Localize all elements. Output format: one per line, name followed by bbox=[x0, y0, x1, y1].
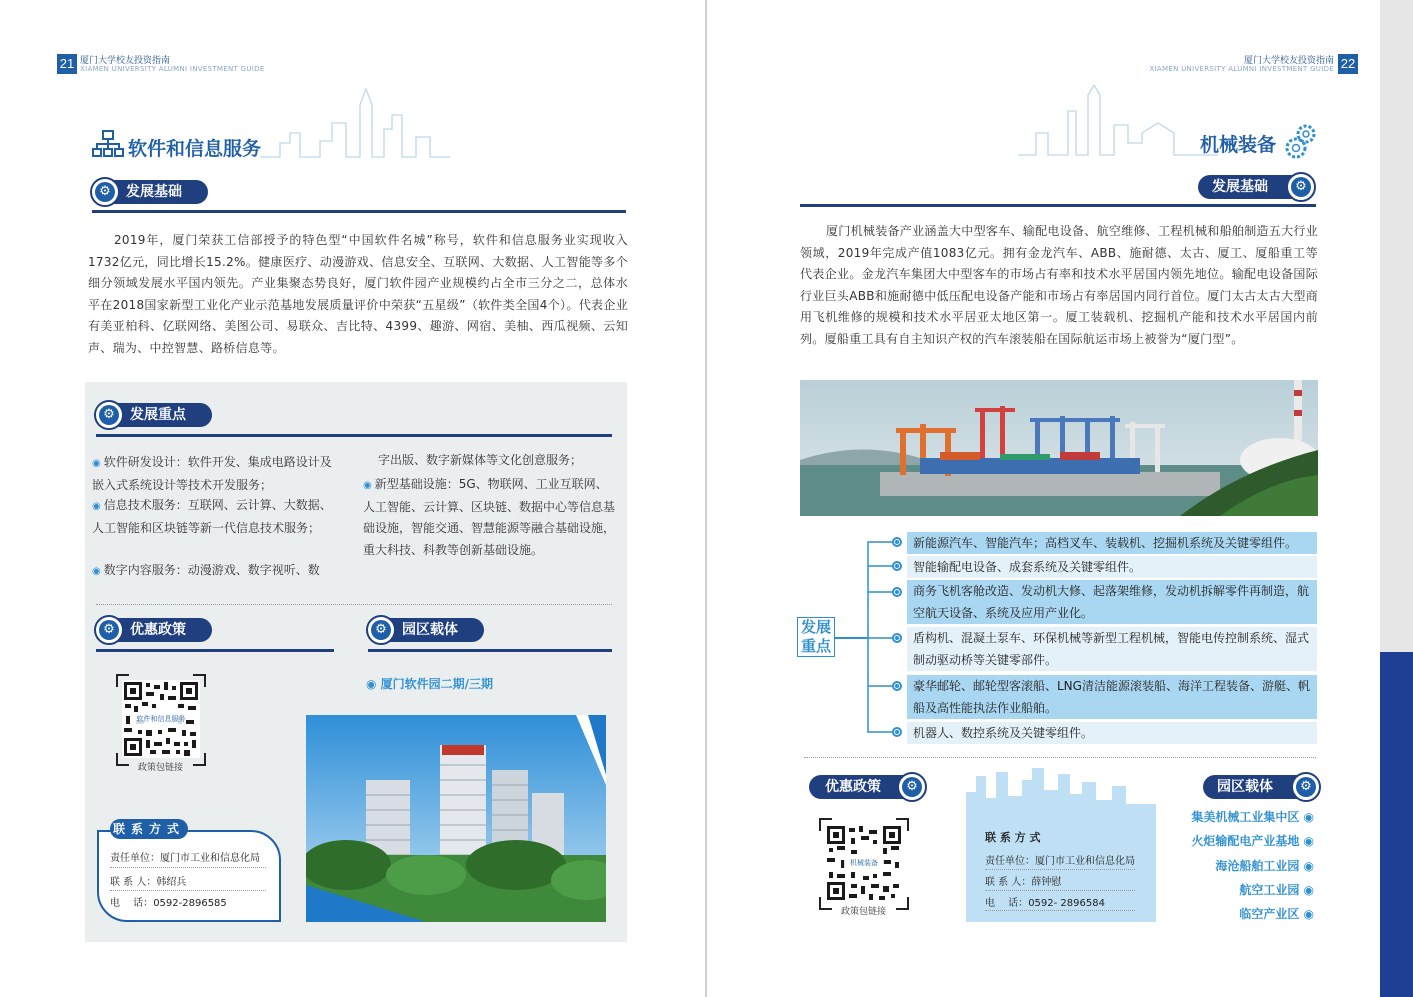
focus-item: ◉ 软件研发设计：软件开发、集成电路设计及嵌入式系统设计等技术开发服务； bbox=[92, 455, 332, 492]
park-item[interactable]: 航空工业园 ◉ bbox=[1239, 883, 1314, 897]
focus-item: ◉ 信息技术服务：互联网、云计算、大数据、人工智能和区块链等新一代信息技术服务； bbox=[92, 498, 332, 535]
foundation-text: 2019年，厦门荣获工信部授予的特色型“中国软件名城”称号，软件和信息服务业实现收入1732亿元，同比增长15.2%。健康医疗、动漫游戏、信息安全、互联网、大数据、人工智能等多个细分领域发展水平国内领先。产业集聚态势良好，厦门软件园产业规模约占全市三分之二，总体水平在2018国家新型工业化产业示范基地发展质量评价中荣获“五星级”（软件类全国4个）。代表企业有美亚柏科、亿联网络、美图公司、易联众、吉比特、4399、趣游、网宿、美柚、西瓜视频、云知声、瑞为、中控智慧、路桥信息等。 bbox=[88, 233, 628, 355]
park-item[interactable]: 火炬输配电产业基地 ◉ bbox=[1191, 834, 1314, 848]
bullet-icon: ◉ bbox=[92, 458, 101, 469]
focus-item-continued: 字出版、数字新媒体等文化创意服务； bbox=[378, 453, 583, 467]
qr-overlay-label: 软件和信息服务 bbox=[136, 715, 186, 723]
contact-title: 联系方式 bbox=[110, 819, 188, 839]
policy-heading: 优惠政策 ⚙ bbox=[809, 775, 925, 799]
focus-dot-icon bbox=[892, 681, 902, 691]
focus-item: 豪华邮轮、邮轮型客滚船、LNG清洁能源滚装船、海洋工程装备、游艇、帆船及高性能执法作业船舶。 bbox=[907, 675, 1317, 719]
park-heading: 园区载体 ⚙ bbox=[1203, 775, 1319, 799]
focus-dot-icon bbox=[892, 633, 902, 643]
focus-heading: ⚙ 发展重点 bbox=[96, 403, 212, 427]
foundation-text: 厦门机械装备产业涵盖大中型客车、输配电设备、航空维修、工程机械和船舶制造五大行业领域，2019年完成产值1083亿元。拥有金龙汽车、ABB、施耐德、太古、厦工、厦船重工等代表企业。金龙汽车集团大中型客车的市场占有率和技术水平居国内领先地位。输配电设备国际行业巨头ABB和施耐德中低压配电设备产能和市场占有率居国内同行首位。厦门太古太古大型商用飞机维修的规模和技术水平居亚太地区第一。厦工装载机、挖掘机产能和技术水平居国内前列。厦船重工具有自主知识产权的汽车滚装船在国际航运市场上被誉为“厦门型”。 bbox=[800, 224, 1319, 346]
city-skyline-fill bbox=[966, 768, 1156, 824]
bullet-icon: ◉ bbox=[366, 677, 381, 691]
contact-phone: 电 话：0592- 2896584 bbox=[985, 898, 1105, 909]
heading-rule bbox=[92, 210, 626, 213]
edge-tab-blue bbox=[1380, 652, 1413, 997]
contact-phone: 电 话：0592-2896585 bbox=[110, 898, 227, 909]
software-park-photo bbox=[306, 715, 606, 922]
focus-item: ◉ 新型基础设施：5G、物联网、工业互联网、人工智能、云计算、区块链、数据中心等信息基础设施，智能交通、智慧能源等融合基础设施，重大科技、科教等创新基础设施。 bbox=[363, 477, 616, 557]
dotted-divider bbox=[110, 867, 266, 868]
dotted-divider bbox=[985, 869, 1135, 870]
focus-dot-icon bbox=[892, 727, 902, 737]
org-chart-icon bbox=[92, 130, 124, 158]
bullet-icon: ◉ bbox=[1299, 834, 1314, 848]
header-title-en: XIAMEN UNIVERSITY ALUMNI INVESTMENT GUIDE bbox=[1149, 65, 1334, 73]
left-page bbox=[0, 0, 706, 997]
contact-person: 联 系 人：薛钟慰 bbox=[985, 877, 1062, 888]
gears-icon bbox=[1284, 122, 1320, 162]
gear-icon: ⚙ bbox=[94, 615, 124, 645]
page-number: 22 bbox=[1338, 54, 1358, 74]
edge-tab-gray bbox=[1380, 0, 1413, 652]
page-divider bbox=[705, 0, 707, 997]
focus-label: 发展重点 bbox=[797, 617, 835, 657]
bullet-icon: ◉ bbox=[92, 566, 101, 577]
heading-rule bbox=[800, 204, 1316, 207]
focus-item: ◉ 数字内容服务：动漫游戏、数字视听、数 bbox=[92, 563, 320, 577]
heading-rule bbox=[96, 649, 334, 652]
bullet-icon: ◉ bbox=[363, 480, 372, 491]
section-title: 软件和信息服务 bbox=[128, 138, 262, 160]
focus-label-connector bbox=[835, 637, 868, 639]
park-item[interactable]: 临空产业区 ◉ bbox=[1239, 907, 1314, 921]
header-title-en: XIAMEN UNIVERSITY ALUMNI INVESTMENT GUIDE bbox=[80, 65, 265, 73]
qr-caption: 政策包链接 bbox=[841, 907, 887, 917]
heading-rule bbox=[368, 649, 612, 652]
foundation-heading: 发展基础 ⚙ bbox=[1198, 175, 1314, 199]
focus-dot-icon bbox=[892, 537, 902, 547]
contact-unit: 责任单位：厦门市工业和信息化局 bbox=[985, 856, 1135, 867]
dotted-divider bbox=[96, 604, 612, 605]
qr-caption: 政策包链接 bbox=[138, 763, 184, 773]
bullet-icon: ◉ bbox=[1299, 859, 1314, 873]
policy-heading: ⚙ 优惠政策 bbox=[96, 618, 212, 642]
focus-item: 商务飞机客舱改造、发动机大修、起落架维修，发动机拆解零件再制造，航空航天设备、系统及应用产业化。 bbox=[907, 580, 1317, 624]
gear-icon: ⚙ bbox=[366, 615, 396, 645]
park-item[interactable]: ◉ 厦门软件园二期/三期 bbox=[366, 677, 494, 691]
gear-icon: ⚙ bbox=[90, 177, 120, 207]
focus-item: 机器人、数控系统及关键零组件。 bbox=[907, 722, 1317, 744]
dotted-divider bbox=[985, 890, 1135, 891]
contact-unit: 责任单位：厦门市工业和信息化局 bbox=[110, 853, 260, 864]
contact-title: 联 系 方 式 bbox=[985, 831, 1041, 844]
header-title-cn: 厦门大学校友投资指南 bbox=[80, 56, 171, 66]
skyline-illustration bbox=[1018, 85, 1218, 160]
bullet-icon: ◉ bbox=[92, 501, 101, 512]
dotted-divider bbox=[985, 910, 1135, 911]
port-photo bbox=[800, 380, 1318, 516]
park-item[interactable]: 集美机械工业集中区 ◉ bbox=[1191, 810, 1314, 824]
focus-item: 盾构机、混凝土泵车、环保机械等新型工程机械，智能电传控制系统、湿式制动驱动桥等关键零部件。 bbox=[907, 627, 1317, 671]
gear-icon: ⚙ bbox=[897, 772, 927, 802]
bullet-icon: ◉ bbox=[1299, 883, 1314, 897]
gear-icon: ⚙ bbox=[94, 400, 124, 430]
focus-item: 新能源汽车、智能汽车；高档叉车、装载机、挖掘机系统及关键零组件。 bbox=[907, 532, 1317, 554]
focus-dot-icon bbox=[892, 561, 902, 571]
qr-overlay-label: 机械装备 bbox=[844, 858, 884, 868]
right-page bbox=[708, 0, 1413, 997]
page-number: 21 bbox=[57, 54, 77, 74]
gear-icon: ⚙ bbox=[1286, 172, 1316, 202]
focus-item: 智能输配电设备、成套系统及关键零组件。 bbox=[907, 556, 1317, 578]
dotted-divider bbox=[804, 757, 1316, 758]
dotted-divider bbox=[110, 890, 266, 891]
heading-rule bbox=[96, 434, 612, 437]
bullet-icon: ◉ bbox=[1299, 907, 1314, 921]
park-item[interactable]: 海沧船舶工业园 ◉ bbox=[1215, 859, 1314, 873]
contact-person: 联 系 人：韩绍兵 bbox=[110, 877, 187, 888]
focus-dot-icon bbox=[892, 587, 902, 597]
park-heading: ⚙ 园区载体 bbox=[368, 618, 484, 642]
skyline-illustration bbox=[260, 85, 450, 160]
section-title: 机械装备 bbox=[1200, 134, 1277, 156]
foundation-heading: ⚙ 发展基础 bbox=[92, 180, 208, 204]
gear-icon: ⚙ bbox=[1291, 772, 1321, 802]
header-title-cn: 厦门大学校友投资指南 bbox=[1243, 56, 1334, 66]
bullet-icon: ◉ bbox=[1299, 810, 1314, 824]
